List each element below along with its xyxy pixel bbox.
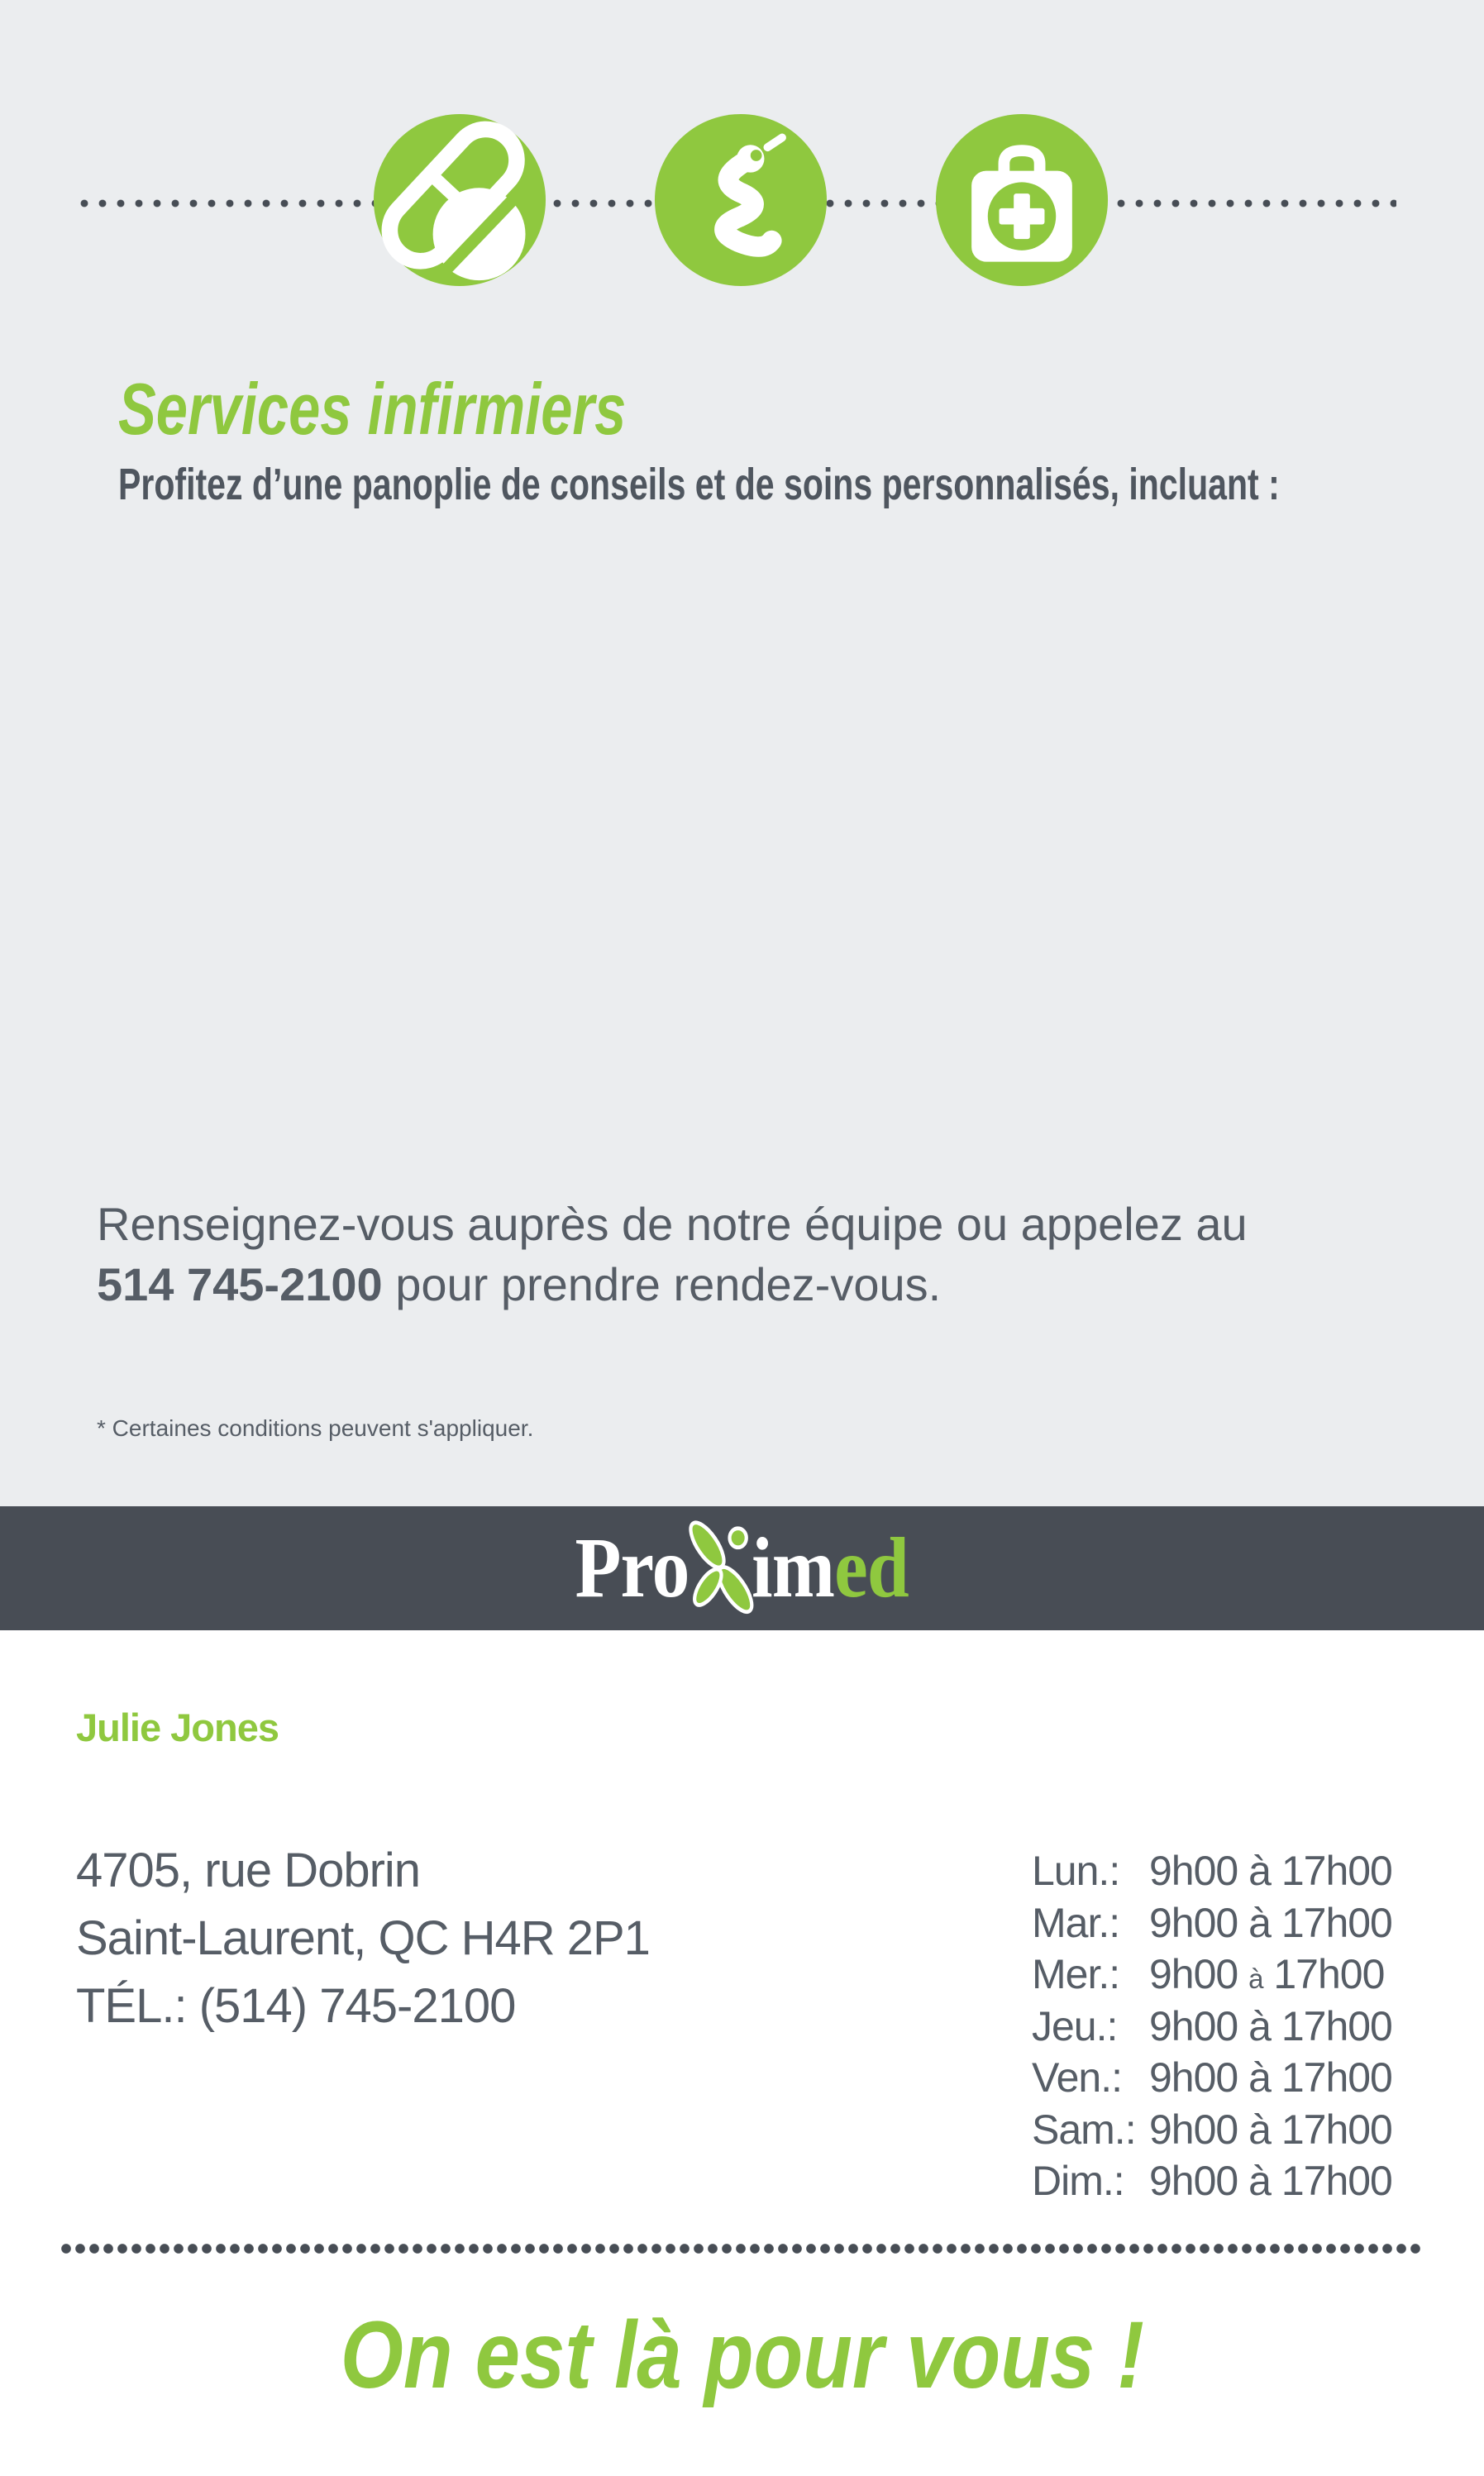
first-aid-kit-icon [934,112,1109,288]
page-title: Services infirmiers [118,367,627,450]
hours-row [1032,2001,1392,2053]
owner-name: Julie Jones [76,1706,279,1749]
logo-text-ed: ed [834,1520,909,1615]
brand-band [0,1506,1484,1630]
tagline: On est là pour vous ! [340,2302,1144,2408]
snake-icon [653,112,828,288]
contact-line2: pour prendre rendez-vous. [395,1258,942,1310]
proxim-logo [575,1518,909,1619]
hours-row [1032,1897,1392,1949]
address-line1: 4705, rue Dobrin [76,1844,421,1897]
bottom-dotted-rule [61,2244,1421,2254]
logo-text-pro: Pro [575,1520,690,1615]
hours-time-value: 9h00 à 17h00 [1149,2002,1392,2049]
address-block [76,1837,650,2040]
hours-time-value: 9h00 à 17h00 [1149,2106,1392,2153]
hours-day-label: Dim.: [1032,2158,1124,2204]
contact-paragraph [97,1194,1436,1314]
hours-row [1032,2104,1392,2156]
hours-time-value: 9h00 à 17h00 [1149,2158,1392,2204]
pills-icon [372,112,547,288]
hours-day-label: Ven.: [1032,2054,1122,2101]
hours-day-label: Jeu.: [1032,2002,1118,2049]
conditions-footnote: * Certaines conditions peuvent s'appliquer. [97,1415,534,1441]
hours-time-value: 9h00 à 17h00 [1149,1951,1385,1997]
contact-phone: 514 745-2100 [97,1258,383,1310]
hours-day-label: Mar.: [1032,1899,1120,1946]
hours-time-value: 9h00 à 17h00 [1149,1848,1392,1894]
contact-line1: Renseignez-vous auprès de notre équipe ou appelez au [97,1198,1248,1250]
hours-row [1032,2155,1392,2207]
logo-text-im: im [752,1520,835,1615]
leaf-x-icon [686,1506,756,1619]
hours-row [1032,1845,1392,1897]
hours-row [1032,1949,1392,2001]
address-line2: Saint-Laurent, QC H4R 2P1 [76,1911,650,1965]
hours-list [1032,1845,1392,2207]
store-phone: TÉL.: (514) 745-2100 [76,1979,516,2033]
hours-day-label: Sam.: [1032,2106,1136,2153]
hours-time-value: 9h00 à 17h00 [1149,2054,1392,2101]
hours-time-value: 9h00 à 17h00 [1149,1899,1392,1946]
hours-day-label: Mer.: [1032,1951,1120,1997]
page-subtitle: Profitez d’une panoplie de conseils et de soins personnalisés, incluant : [118,459,1280,509]
hours-row [1032,2052,1392,2104]
hours-day-label: Lun.: [1032,1848,1120,1894]
